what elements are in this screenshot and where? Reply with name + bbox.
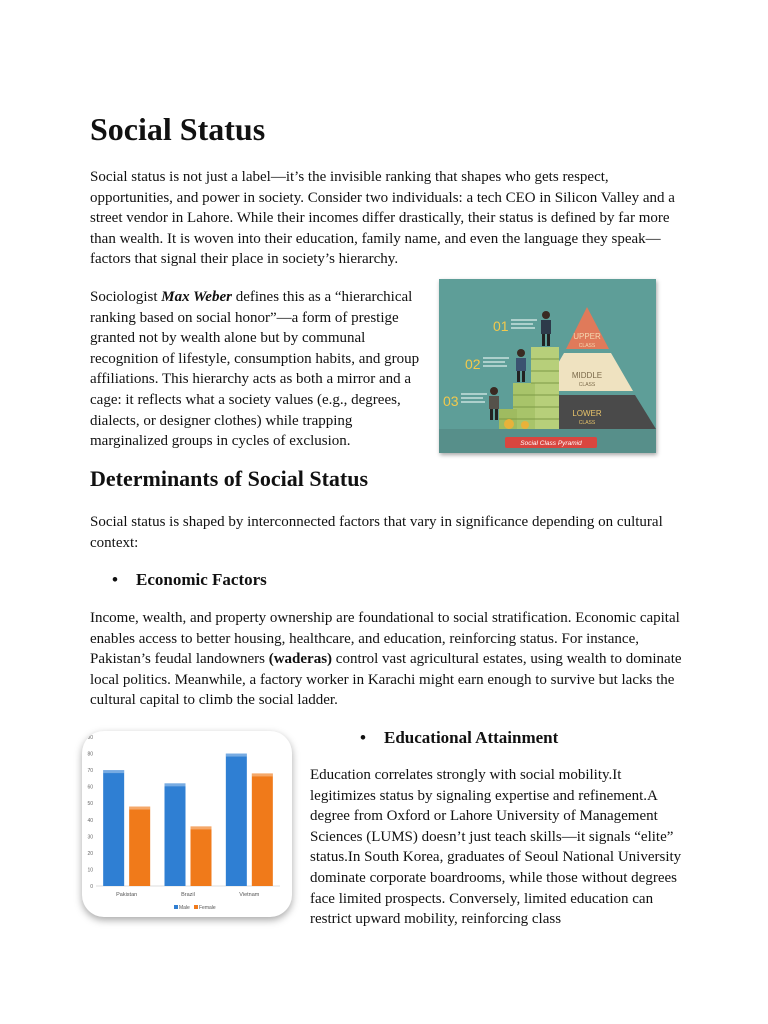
- bar-highlight: [103, 770, 124, 773]
- step-number-01: 01: [493, 318, 509, 334]
- upper-label: UPPER: [573, 332, 601, 341]
- weber-text-before: Sociologist: [90, 289, 162, 305]
- y-tick-label: 70: [87, 768, 93, 775]
- y-tick-label: 50: [87, 801, 93, 808]
- step-number-03: 03: [443, 393, 459, 409]
- bullet-dot-icon: •: [112, 570, 118, 589]
- y-tick-label: 40: [87, 817, 93, 824]
- intro-paragraph: Social status is not just a label—it’s the invisible ranking that shapes who gets respect, opportunities, and power in society. Consider two individuals: a tech CEO in Silicon Valley and a street vendor in Lahore. While their incomes differ drastically, their status is defined by far more than wealth. It is woven into their education, family name, and even the language they speak—factors that signal their place in society’s hierarchy.: [90, 169, 675, 268]
- x-tick-label: Pakistan: [116, 892, 138, 898]
- economic-paragraph: [90, 608, 682, 711]
- upper-sublabel: CLASS: [578, 343, 596, 349]
- y-tick-label: 90: [87, 735, 93, 741]
- legend-swatch-female: [194, 905, 198, 909]
- economic-bold-term: (waderas): [268, 651, 333, 668]
- bar-highlight: [129, 807, 150, 810]
- economic-text-after: control vast agricultural estates, using wealth to dominate local politics. Meanwhile, a factory worker in Karachi might earn enough to survive but lacks the cultural capital to climb the social ladder.: [90, 651, 682, 709]
- y-tick-label: 10: [87, 867, 93, 874]
- bar-highlight: [191, 826, 212, 829]
- weber-text-after: defines this as a “hierarchical ranking based on social honor”—a form of prestige granted not by wealth alone but by communal recognition of lifestyle, consumption habits, and group affiliations. This hierarchy acts as both a mirror and a cage: it reflects what a society values (e.g., degrees, dialects, or designer clothes) while trapping marginalized groups in cycles of exclusion.: [90, 289, 420, 450]
- x-tick-label: Brazil: [181, 892, 195, 898]
- weber-paragraph: [90, 287, 426, 452]
- pyramid-illustration: [439, 279, 656, 453]
- step-number-02: 02: [465, 356, 481, 372]
- economic-text-before: Income, wealth, and property ownership are foundational to social stratification. Economic capital enables access to better housing, healthcare, and education, reinforcing status. For instance, Pakistan’s feudal landowners: [90, 610, 680, 668]
- bar-male-brazil: [165, 783, 186, 886]
- y-tick-label: 30: [87, 834, 93, 841]
- bullet-education-label: Educational Attainment: [384, 728, 559, 747]
- y-tick-label: 80: [87, 751, 93, 758]
- determinants-paragraph: Social status is shaped by interconnected factors that vary in significance depending on cultural context:: [90, 514, 663, 551]
- page-title: Social Status: [90, 111, 266, 147]
- bullet-educational-attainment: [360, 726, 559, 750]
- bar-highlight: [226, 754, 247, 757]
- bar-male-pakistan: [103, 770, 124, 886]
- bar-highlight: [252, 773, 273, 776]
- bullet-dot-icon: •: [360, 728, 366, 747]
- y-tick-label: 20: [87, 850, 93, 857]
- y-tick-label: 60: [87, 784, 93, 791]
- lower-sublabel: CLASS: [578, 420, 596, 426]
- bullet-economic-factors: [112, 568, 267, 592]
- legend-label-male: Male: [179, 905, 190, 911]
- bullet-economic-label: Economic Factors: [136, 570, 267, 589]
- bar-chart-svg: [82, 731, 292, 917]
- education-paragraph: Education correlates strongly with social mobility.It legitimizes status by signaling expertise and refinement.A degree from Oxford or Lahore University of Management Sciences (LUMS) doesn’t just teach skills—it signals “elite” status.In South Korea, graduates of Seoul National University dominate corporate boardrooms, while those without degrees face limited prospects. Conversely, limited education can restrict upward mobility, reinforcing class: [310, 767, 682, 928]
- section-heading-determinants: Determinants of Social Status: [90, 466, 369, 491]
- education-bar-chart: [82, 731, 292, 917]
- pyramid-banner-text: Social Class Pyramid: [520, 440, 582, 447]
- bar-female-brazil: [191, 826, 212, 886]
- bar-female-pakistan: [129, 807, 150, 886]
- social-class-pyramid-image: [439, 279, 656, 453]
- bar-female-vietnam: [252, 773, 273, 886]
- middle-sublabel: CLASS: [578, 382, 596, 388]
- middle-label: MIDDLE: [571, 371, 603, 380]
- y-tick-label: 0: [90, 884, 93, 890]
- bar-male-vietnam: [226, 754, 247, 886]
- weber-name: Max Weber: [161, 289, 232, 305]
- bar-highlight: [165, 783, 186, 786]
- legend-swatch-male: [174, 905, 178, 909]
- legend-label-female: Female: [199, 905, 216, 911]
- lower-label: LOWER: [572, 409, 602, 418]
- x-tick-label: Vietnam: [239, 892, 260, 898]
